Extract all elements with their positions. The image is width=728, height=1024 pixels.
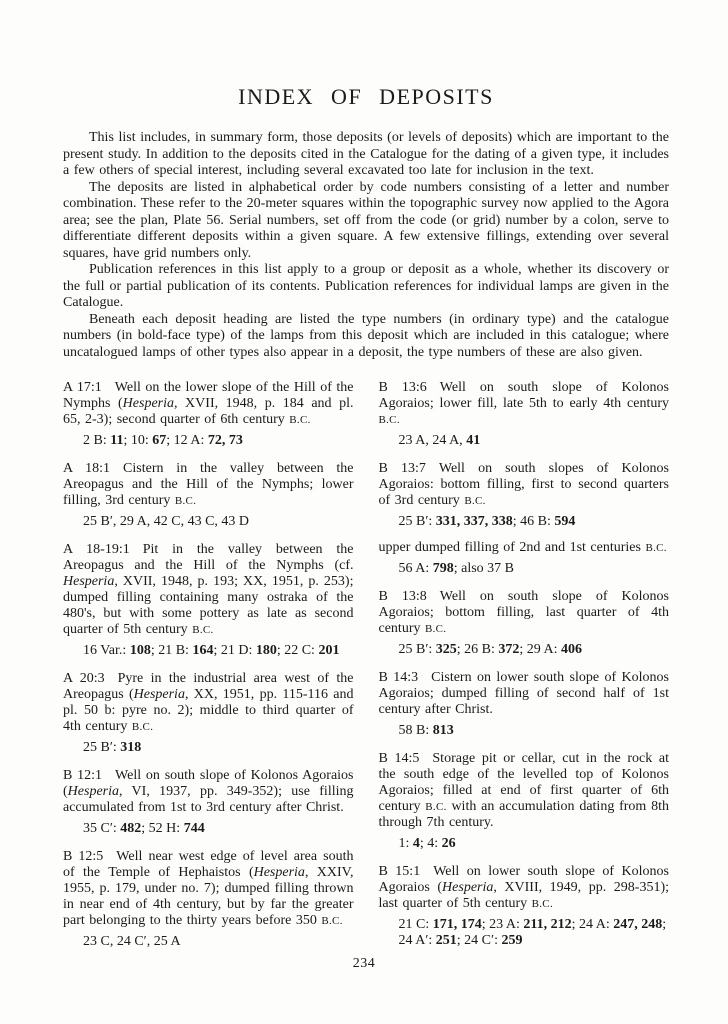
intro-paragraph: This list includes, in summary form, those deposits (or levels of deposits) which are important to the present study. In addition to the deposits cited in the Catalogue for the dating of a given type, it includes a few others of special interest, including several excavated too late for inclusion in the text.: [63, 130, 669, 178]
deposit-code: B 12:1: [63, 768, 103, 783]
catalog-line: 1: 4; 4: 26: [398, 836, 456, 851]
deposit-code: A 18-19:1: [63, 542, 130, 557]
catalog-line: 35 C′: 482; 52 H: 744: [83, 821, 205, 836]
catalog-line: 25 B′, 29 A, 42 C, 43 C, 43 D: [83, 514, 250, 529]
catalog-line: 58 B: 813: [398, 723, 454, 738]
deposit-description: A 17:1 Well on the lower slope of the Hill of the Nymphs (Hesperia, XVII, 1948, p. 184 and pl. 65, 2-3); second quarter of 6th century B.C.: [63, 380, 354, 427]
deposit-entry: [379, 864, 670, 949]
deposit-description: B 13:6 Well on south slope of Kolonos Agoraios; lower fill, late 5th to early 4th century B.C.: [378, 380, 669, 426]
deposit-entry: [63, 380, 354, 449]
deposit-code: B 13:6: [378, 380, 427, 395]
deposit-description: B 15:1 Well on lower south slope of Kolonos Agoraios (Hesperia, XVIII, 1949, pp. 298-351); last quarter of 5th century B.C.: [378, 864, 669, 911]
catalog-line: 16 Var.: 108; 21 B: 164; 21 D: 180; 22 C: 201: [83, 643, 340, 658]
deposit-description: B 12:1 Well on south slope of Kolonos Agoraios (Hesperia, VI, 1937, pp. 349-352); use filling accumulated from 1st to 3rd century after Christ.: [63, 768, 354, 815]
deposit-code: B 14:5: [378, 751, 420, 766]
deposit-entry: [379, 380, 670, 449]
page-content: [63, 84, 669, 962]
deposit-code: B 13:8: [378, 589, 427, 604]
deposit-code: B 15:1: [378, 864, 421, 879]
catalog-line: 2 B: 11; 10: 67; 12 A: 72, 73: [83, 433, 243, 448]
deposit-description: A 20:3 Pyre in the industrial area west of the Areopagus (Hesperia, XX, 1951, pp. 115-116 and pl. 50 b: pyre no. 2); middle to third quarter of 4th century B.C.: [63, 671, 354, 734]
deposit-entry: [63, 461, 354, 530]
catalog-line: 25 B′: 325; 26 B: 372; 29 A: 406: [398, 642, 583, 657]
catalog-line: 25 B′: 331, 337, 338; 46 B: 594: [398, 514, 576, 529]
deposit-entry: [63, 542, 354, 659]
catalog-line: 23 A, 24 A, 41: [398, 433, 481, 448]
page-title: INDEX OF DEPOSITS: [238, 84, 494, 109]
deposit-entry: [379, 589, 670, 658]
deposit-code: A 20:3: [63, 671, 105, 686]
catalog-line: 56 A: 798; also 37 B: [398, 561, 515, 576]
catalog-line: 23 C, 24 C′, 25 A: [83, 934, 181, 949]
deposit-entry: [63, 849, 354, 950]
deposit-code: A 18:1: [63, 461, 111, 476]
column-left: [63, 380, 354, 962]
deposit-code: B 13:7: [378, 461, 426, 476]
deposit-entry: [379, 461, 670, 577]
intro-paragraph: Publication references in this list apply to a group or deposit as a whole, whether its discovery or the full or partial publication of its contents. Publication references for individual lamps are given in the Catalogue.: [63, 262, 669, 310]
deposit-entry: [63, 671, 354, 756]
deposit-code: B 14:3: [378, 670, 419, 685]
deposits-columns: [63, 380, 669, 962]
intro-paragraph: Beneath each deposit heading are listed the type numbers (in ordinary type) and the catalogue numbers (in bold-face type) of the lamps from this deposit which are included in this catalogue; where uncatalogued lamps of other types also appear in a deposit, the type numbers of these are also given.: [63, 311, 669, 360]
deposit-entry: [379, 670, 670, 739]
intro-paragraph: The deposits are listed in alphabetical order by code numbers consisting of a letter and number combination. These refer to the 20-meter squares within the topographic survey now applied to the Agora area; see the plan, Plate 56. Serial numbers, set off from the code (or grid) number by a colon, serve to differentiate different deposits within a given square. A few extensive fillings, extending over several squares, have grid numbers only.: [63, 179, 669, 261]
catalog-line: 21 C: 171, 174; 23 A: 211, 212; 24 A: 247, 248; 24 A′: 251; 24 C′: 259: [398, 917, 667, 948]
page-number: 234: [352, 956, 376, 971]
intro-section: [63, 130, 669, 361]
deposit-description: B 14:5 Storage pit or cellar, cut in the rock at the south edge of the levelled top of Kolonos Agoraios; filled at end of first quarter of 6th century B.C. with an accumulation dating from 8th through 7th century.: [378, 751, 669, 830]
deposit-code: A 17:1: [63, 380, 102, 395]
deposit-entry: [379, 751, 670, 852]
deposit-description: A 18-19:1 Pit in the valley between the Areopagus and the Hill of the Nymphs (cf. Hesperia, XVII, 1948, p. 193; XX, 1951, p. 253); dumped filling containing many ostraka of the 480's, but with some pottery as late as second quarter of 5th century B.C.: [63, 542, 354, 637]
deposit-entry: [63, 768, 354, 837]
deposit-code: B 12:5: [63, 849, 104, 864]
deposit-description: B 13:8 Well on south slope of Kolonos Agoraios; bottom filling, last quarter of 4th century B.C.: [378, 589, 669, 636]
deposit-description: A 18:1 Cistern in the valley between the Areopagus and the Hill of the Nymphs; lower filling, 3rd century B.C.: [63, 461, 354, 508]
deposit-description: B 14:3 Cistern on lower south slope of Kolonos Agoraios; dumped filling of second half of 1st century after Christ.: [378, 670, 669, 717]
column-right: [379, 380, 670, 962]
deposit-description: B 12:5 Well near west edge of level area south of the Temple of Hephaistos (Hesperia, XXIV, 1955, p. 179, under no. 7); dumped filling thrown in near end of 4th century, but by far the greater part belonging to the thirty years before 350 B.C.: [63, 849, 354, 928]
deposit-description: upper dumped filling of 2nd and 1st centuries B.C.: [378, 540, 667, 555]
deposit-description: B 13:7 Well on south slopes of Kolonos Agoraios: bottom filling, first to second quarters of 3rd century B.C.: [378, 461, 669, 508]
catalog-line: 25 B′: 318: [83, 740, 142, 755]
